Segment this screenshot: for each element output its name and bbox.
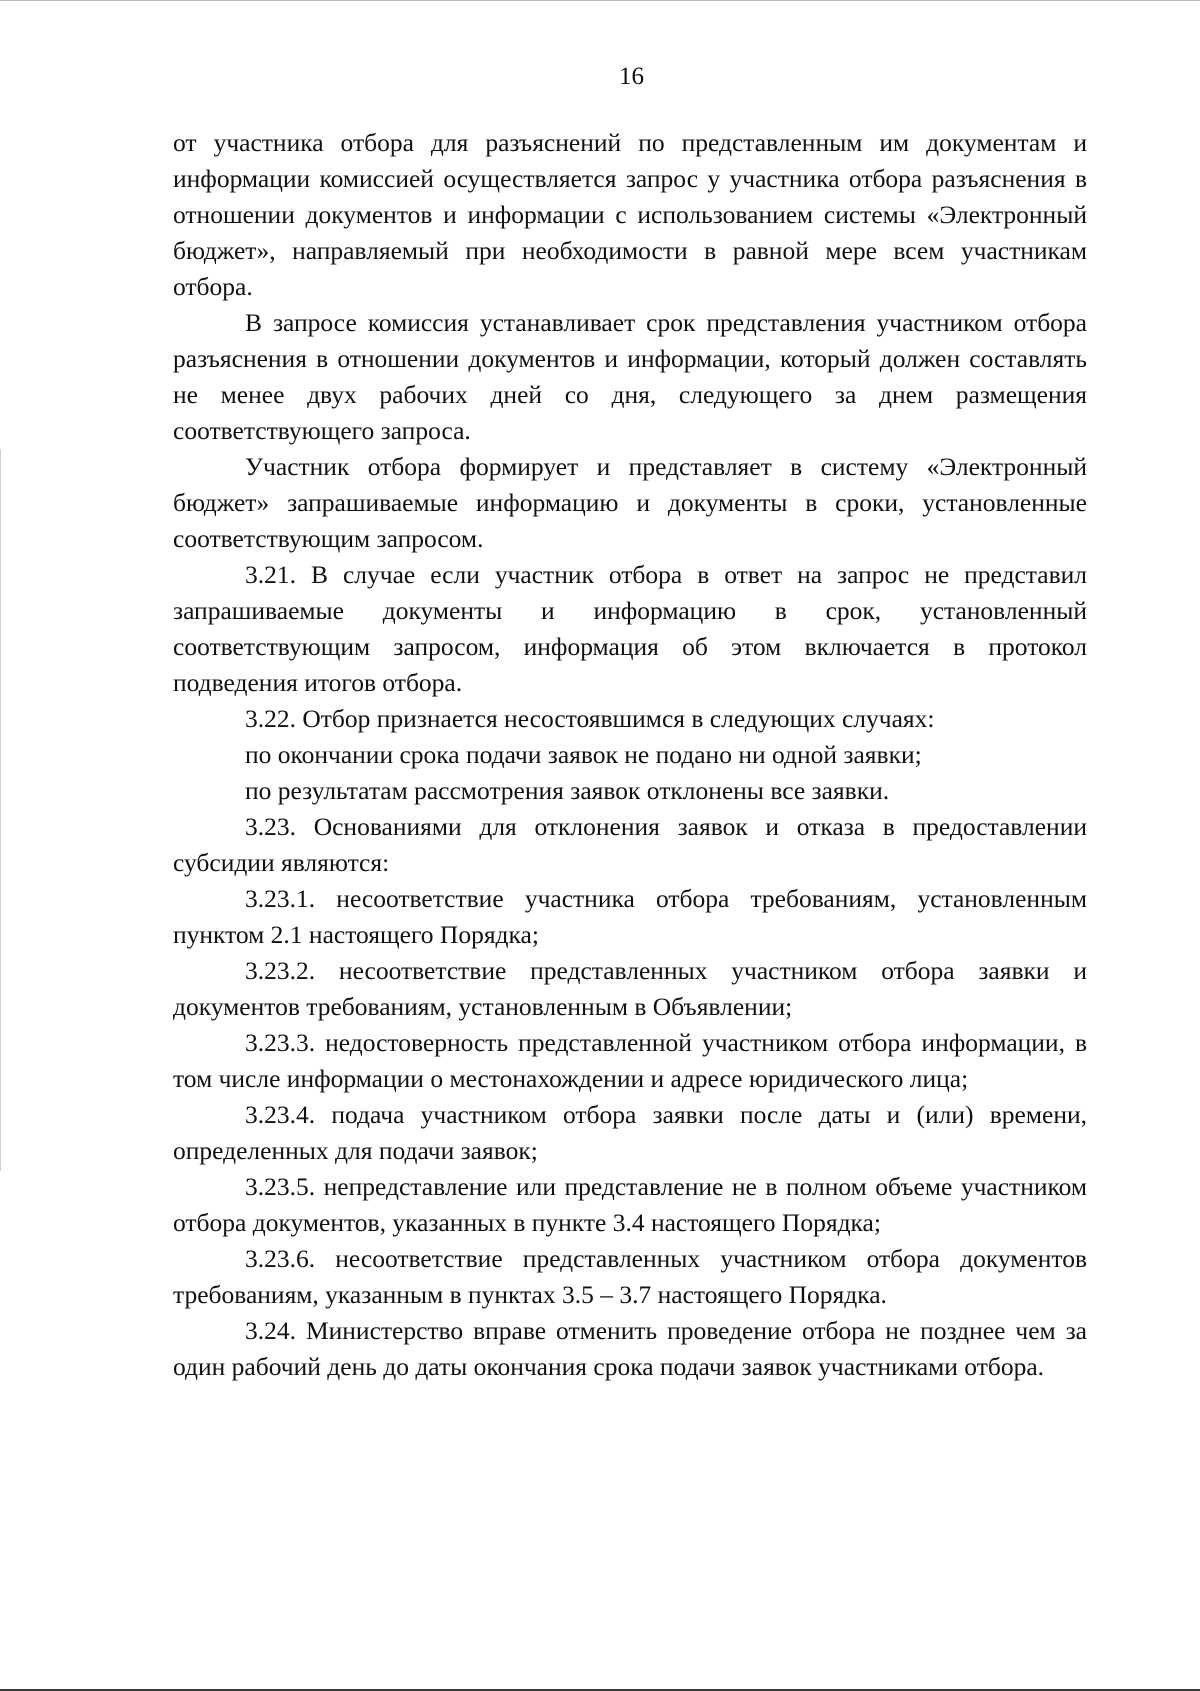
paragraph: 3.22. Отбор признается несостоявшимся в следующих случаях:: [245, 704, 935, 733]
paragraph: по окончании срока подачи заявок не подано ни одной заявки;: [245, 740, 922, 769]
paragraph: по результатам рассмотрения заявок отклонены все заявки.: [245, 776, 890, 805]
paragraph: В запросе комиссия устанавливает срок представления участником отбора разъяснения в отношении документов и информации, который должен составлять не менее двух рабочих дней со дня, следующего за днем размещения соответствующего запроса.: [173, 308, 1087, 445]
paragraph: от участника отбора для разъяснений по представленным им документам и информации комиссией осуществляется запрос у участника отбора разъяснения в отношении документов и информации с использованием системы «Электронный бюджет», направляемый при необходимости в равной мере всем участникам отбора.: [173, 128, 1087, 301]
paragraph: Участник отбора формирует и представляет в систему «Электронный бюджет» запрашиваемые информацию и документы в сроки, установленные соответствующим запросом.: [173, 452, 1087, 553]
scan-edge-left: [0, 449, 1, 1171]
paragraph: 3.21. В случае если участник отбора в ответ на запрос не представил запрашиваемые документы и информацию в срок, установленный соответствующим запросом, информация об этом включается в протокол подведения итогов отбора.: [173, 560, 1087, 697]
page-number: 16: [619, 63, 644, 90]
paragraph: 3.23.5. непредставление или представление не в полном объеме участником отбора документов, указанных в пункте 3.4 настоящего Порядка;: [173, 1172, 1087, 1237]
paragraph: 3.23.2. несоответствие представленных участником отбора заявки и документов требованиям, установленным в Объявлении;: [173, 956, 1087, 1021]
paragraph: 3.23. Основаниями для отклонения заявок и отказа в предоставлении субсидии являются:: [173, 812, 1087, 877]
paragraph: 3.23.1. несоответствие участника отбора требованиям, установленным пунктом 2.1 настоящего Порядка;: [173, 884, 1087, 949]
paragraph: 3.23.6. несоответствие представленных участником отбора документов требованиям, указанным в пунктах 3.5 – 3.7 настоящего Порядка.: [173, 1244, 1087, 1309]
paragraph: 3.24. Министерство вправе отменить проведение отбора не позднее чем за один рабочий день до даты окончания срока подачи заявок участниками отбора.: [173, 1316, 1087, 1381]
paragraph: 3.23.3. недостоверность представленной участником отбора информации, в том числе информации о местонахождении и адресе юридического лица;: [173, 1028, 1087, 1093]
paragraph: 3.23.4. подача участником отбора заявки после даты и (или) времени, определенных для подачи заявок;: [173, 1100, 1087, 1165]
document-body: [173, 125, 1087, 1385]
